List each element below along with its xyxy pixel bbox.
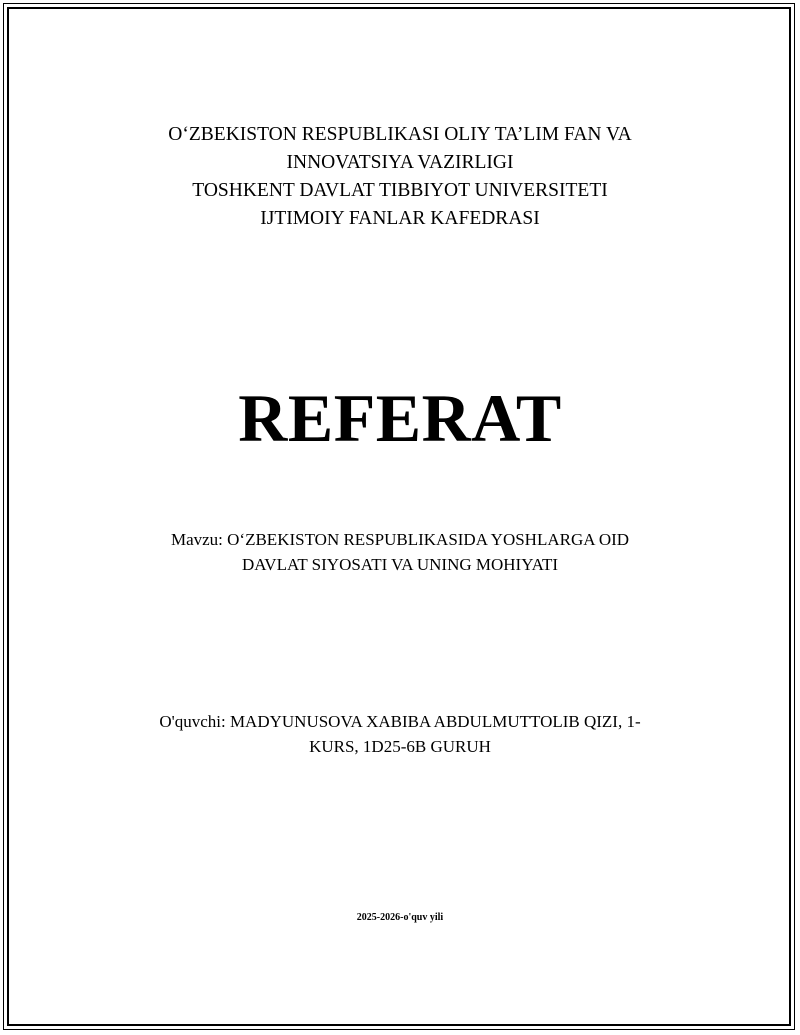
header-line-ministry-1: O‘ZBEKISTON RESPUBLIKASI OLIY TA’LIM FAN VA <box>168 124 632 145</box>
student-line-2: KURS, 1D25-6B GURUH <box>309 737 491 756</box>
institution-header <box>0 121 800 233</box>
student-line-1: O'quvchi: MADYUNUSOVA XABIBA ABDULMUTTOLIB QIZI, 1- <box>159 712 641 731</box>
academic-year: 2025-2026-o'quv yili <box>356 912 444 923</box>
header-line-ministry-2: INNOVATSIYA VAZIRLIGI <box>286 152 514 173</box>
document-title: REFERAT <box>238 380 562 456</box>
header-line-university: TOSHKENT DAVLAT TIBBIYOT UNIVERSITETI <box>192 180 608 201</box>
header-line-department: IJTIMOIY FANLAR KAFEDRASI <box>260 208 540 229</box>
topic-line-2: DAVLAT SIYOSATI VA UNING MOHIYATI <box>241 555 559 574</box>
topic-line-1: Mavzu: O‘ZBEKISTON RESPUBLIKASIDA YOSHLARGA OID <box>170 530 630 549</box>
topic-section <box>140 527 660 577</box>
student-section <box>120 709 680 759</box>
